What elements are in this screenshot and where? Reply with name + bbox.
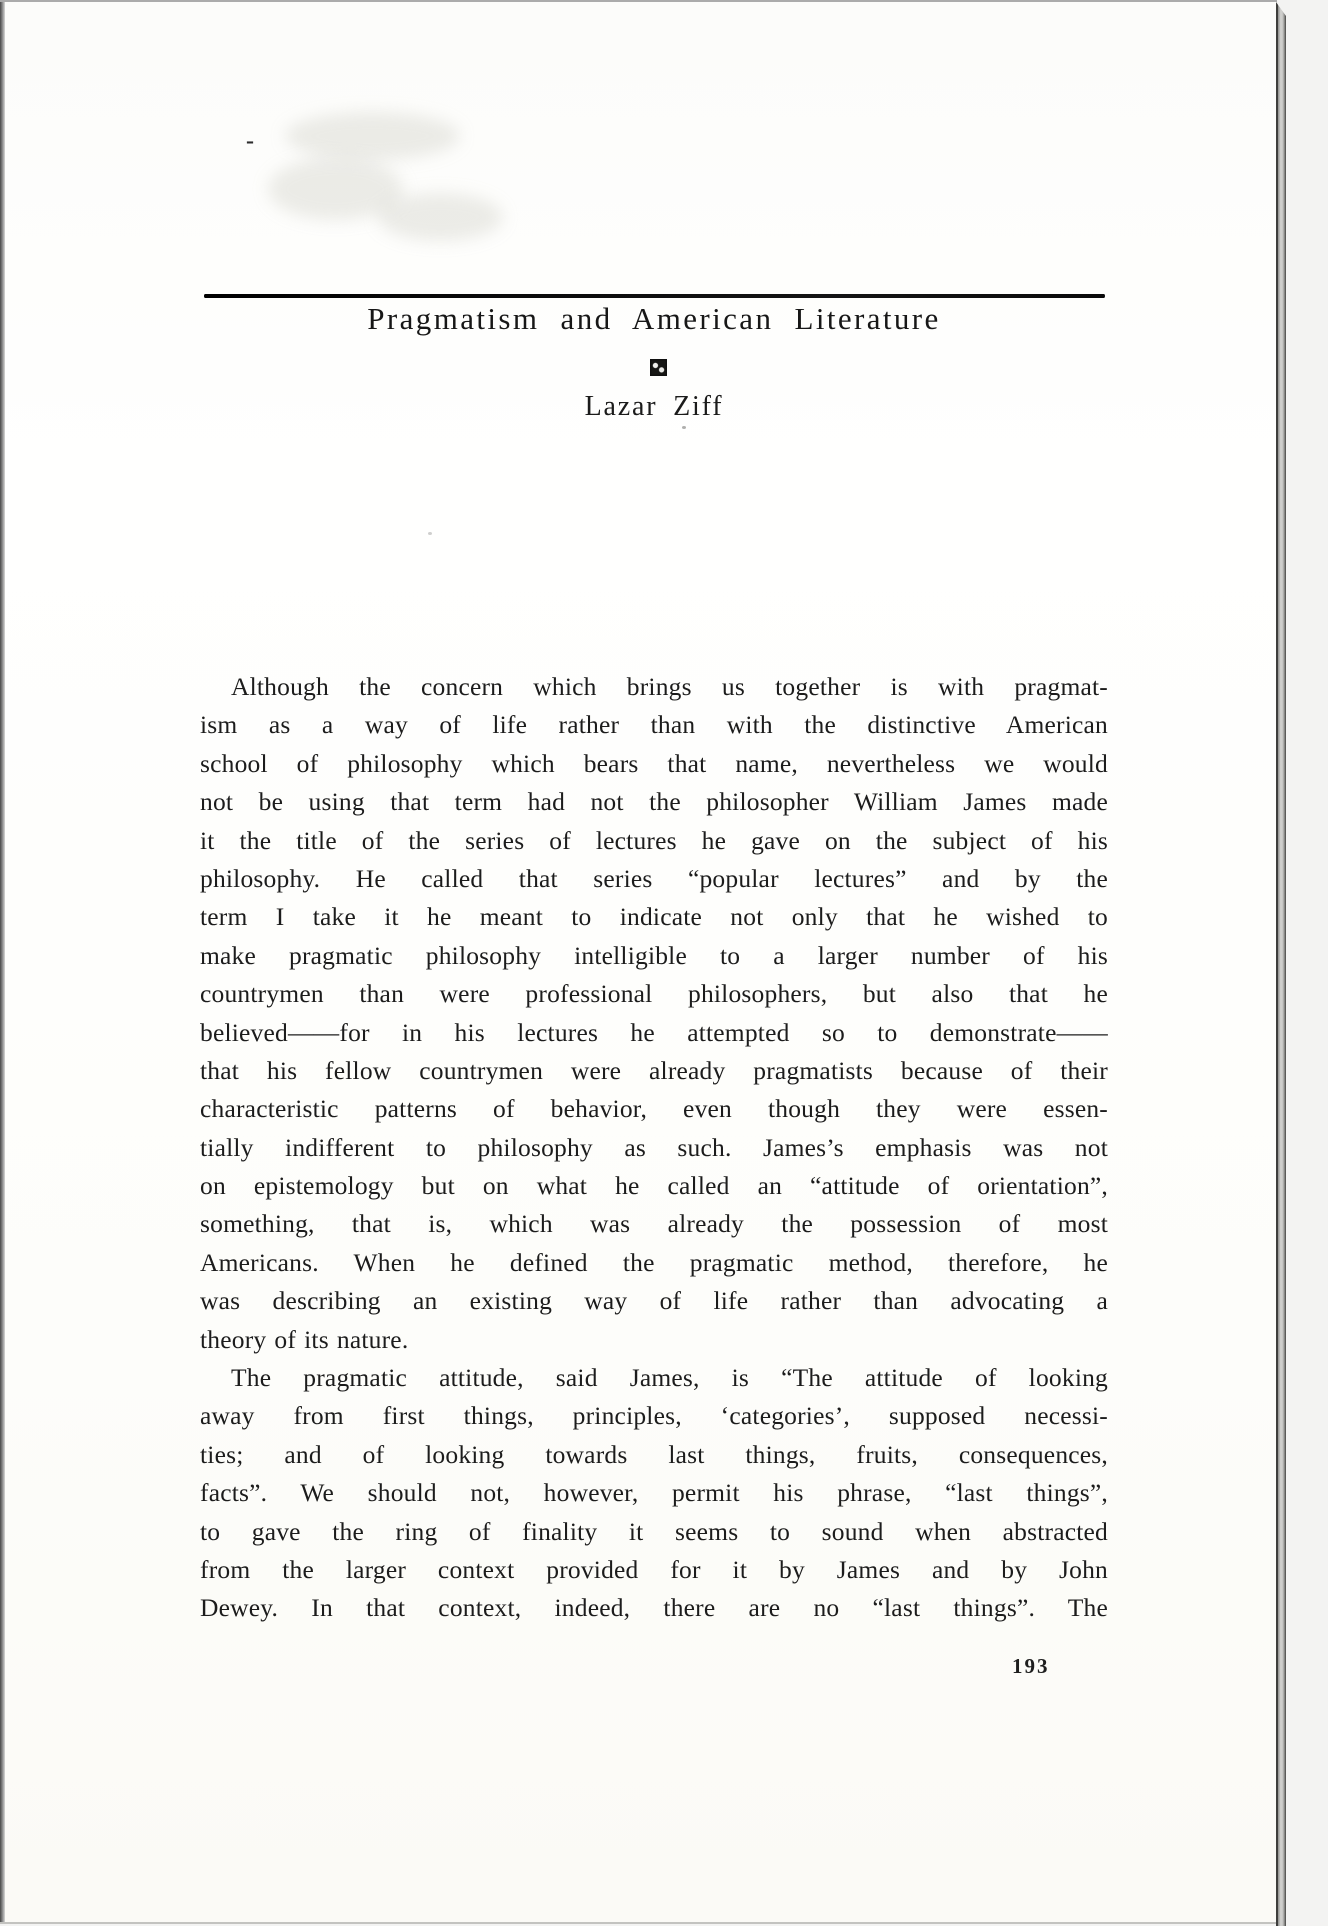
- text-line: on epistemology but on what he called an “attitude of orientation”,: [200, 1171, 1108, 1201]
- text-line: characteristic patterns of behavior, even though they were essen-: [200, 1094, 1108, 1124]
- text-line: it the title of the series of lectures he gave on the subject of his: [200, 825, 1108, 855]
- page-left-edge: [0, 0, 5, 1924]
- text-line: term I take it he meant to indicate not only that he wished to: [200, 902, 1108, 932]
- text-line: Although the concern which brings us together is with pragmat-: [231, 672, 1108, 701]
- text-line: ties; and of looking towards last things, fruits, consequences,: [200, 1439, 1108, 1469]
- article-body: [200, 668, 1108, 1628]
- text-line: that his fellow countrymen were already pragmatists because of their: [200, 1055, 1108, 1085]
- show-through-smudge: [285, 112, 460, 160]
- text-line: facts”. We should not, however, permit his phrase, “last things”,: [200, 1478, 1108, 1508]
- text-line: philosophy. He called that series “popular lectures” and by the: [200, 863, 1108, 893]
- text-line: Dewey. In that context, indeed, there are no “last things”. The: [200, 1593, 1108, 1623]
- ink-speck: [428, 532, 432, 535]
- text-line: tially indifferent to philosophy as such. James’s emphasis was not: [200, 1132, 1108, 1162]
- text-line: school of philosophy which bears that name, nevertheless we would: [200, 748, 1108, 778]
- text-line: not be using that term had not the philosopher William James made: [200, 787, 1108, 817]
- printers-ornament-icon: [650, 359, 667, 376]
- text-line: believed——for in his lectures he attempted so to demonstrate——: [200, 1017, 1108, 1047]
- article-title: Pragmatism and American Literature: [367, 301, 941, 336]
- page-right-edge: [1276, 2, 1286, 1926]
- text-line: make pragmatic philosophy intelligible to a larger number of his: [200, 940, 1108, 970]
- page-top-edge: [0, 0, 1277, 2]
- stray-pen-mark: -: [246, 128, 254, 154]
- page-number: 193: [1012, 1654, 1050, 1678]
- text-line: was describing an existing way of life rather than advocating a: [200, 1286, 1108, 1316]
- text-line: ism as a way of life rather than with the distinctive American: [200, 710, 1108, 740]
- text-line: Americans. When he defined the pragmatic method, therefore, he: [200, 1247, 1108, 1277]
- text-line: countrymen than were professional philosophers, but also that he: [200, 979, 1108, 1009]
- show-through-smudge: [378, 193, 503, 241]
- ink-speck: [682, 426, 686, 429]
- text-line: from the larger context provided for it by James and by John: [200, 1554, 1108, 1584]
- text-line: The pragmatic attitude, said James, is “The attitude of looking: [231, 1363, 1108, 1393]
- text-line: to gave the ring of finality it seems to sound when abstracted: [200, 1516, 1108, 1546]
- title-rule: [204, 294, 1105, 298]
- author-name: Lazar Ziff: [584, 391, 724, 422]
- text-line: something, that is, which was already the possession of most: [200, 1209, 1108, 1239]
- text-line: theory of its nature.: [200, 1324, 409, 1354]
- text-line: away from first things, principles, ‘categories’, supposed necessi-: [200, 1401, 1108, 1431]
- page-bottom-edge: [0, 1922, 1277, 1924]
